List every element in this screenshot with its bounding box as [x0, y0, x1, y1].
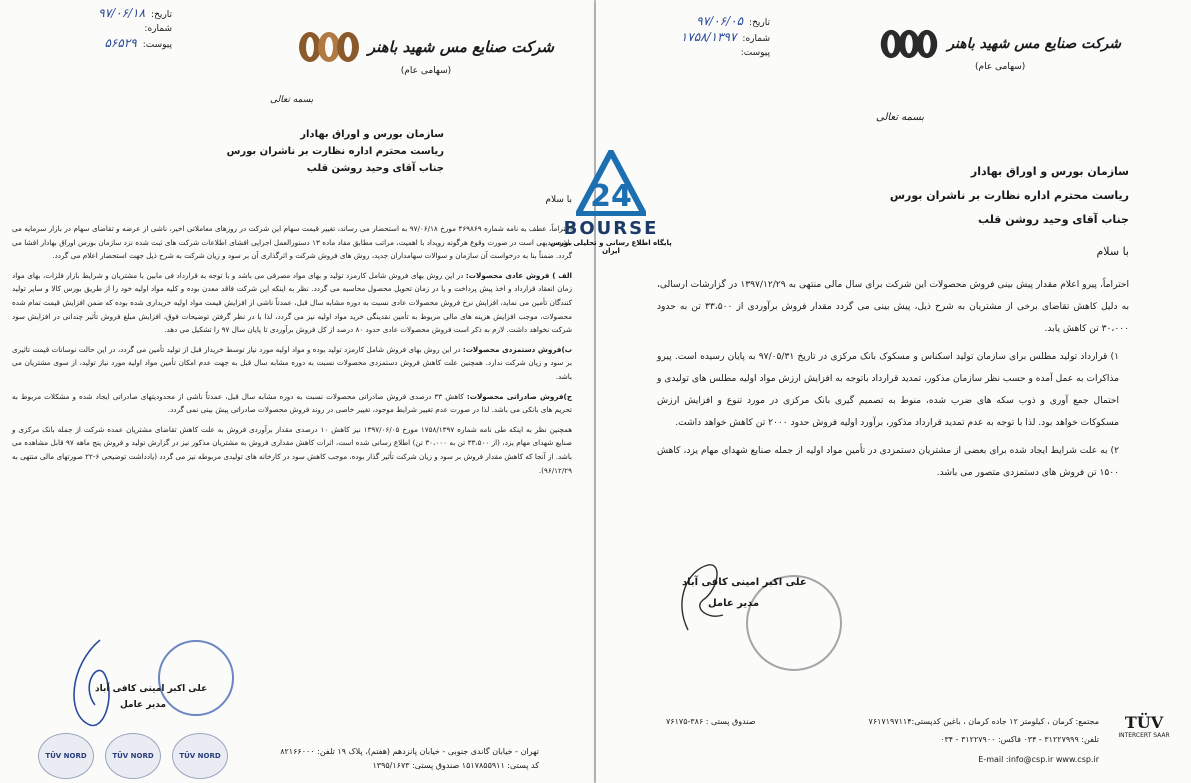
company-name: شرکت صنایع مس شهید باهنر [947, 36, 1121, 52]
letter-body [657, 274, 1129, 490]
basmala: بسمه تعالی [270, 95, 314, 105]
body-paragraph: ۱) قرارداد تولید مطلس برای سازمان تولید اسکناس و مسکوک بانک مرکزی در تاریخ ۹۷/۰۵/۳۱ به پایان رسیده است. پیرو مذاکرات به عمل آمده و حسب نظر سازمان مذکور، تمدید قرارداد باتوجه به افزایش ارزش مواد اولیه مطلس های تولیدی و احتمال جمع آوری و ذوب سکه های ضرب شده، منوط به تصمیم گیری بانک مرکزی در مورد تنوع و افزایش ارزش مسکوکات خواهد بود. لذا با توجه به عدم تمدید قرارداد مذکور، برآورد اولیه فروش حدود ۲۰۰۰ تن کاهش خواهد داشت. [657, 352, 1119, 428]
company-logo-icon [879, 28, 939, 60]
recipient-line: جناب آقای وحید روشن قلب [978, 213, 1129, 226]
body-paragraph: ب)فروش دستمزدی محصولات: در این روش بهای فروش شامل کارمزد تولید بوده و مواد اولیه مورد نیاز توسط خریدار قبل از تولید تأمین می گردد، در این حالت نوسانات قیمت تاثیری بر سود و زیان شرکت ندارد. همچنین علت کاهش فروش دستمزدی محصولات نسبت به دوره مشابه سال قبل به جهت عدم امکان تأمین مواد اولیه مورد نیاز تولید، از سوی مشتریان می باشد. [12, 344, 572, 381]
recipient-line: ریاست محترم اداره نظارت بر ناشران بورس [226, 146, 444, 157]
letter-footer [0, 725, 594, 783]
number-label: شماره: [144, 24, 172, 34]
section-heading: ب)فروش دستمزدی محصولات: [462, 344, 572, 354]
recipient-block [890, 160, 1129, 232]
letter-right [596, 0, 1191, 783]
tuv-nord-badge-icon: TÜV NORD [38, 733, 94, 779]
recipient-line: جناب آقای وحید روشن قلب [306, 163, 444, 174]
body-paragraph: ۲) به علت شرایط ایجاد شده برای بعضی از مشتریان دستمزدی در تأمین مواد اولیه از جمله صنایع شهدای مهام یزد، کاهش ۱۵۰۰ تن فروش های دستمزدی متصور می باشد. [657, 446, 1119, 478]
letterhead-logo [298, 30, 554, 76]
date-label: تاریخ: [151, 10, 172, 20]
watermark-label: BOURSE [563, 218, 659, 239]
signer-name: علی اکبر امینی کافی آباد [682, 577, 807, 588]
body-paragraph: احتراماً، پیرو اعلام مقدار پیش بینی فروش محصولات این شرکت برای سال مالی منتهی به ۱۳۹۷/۱۲/۲۹ در گزارشات ارسالی، به دلیل کاهش تقاضای برخی از مشتریان به شرح ذیل، پیش بینی می گردد مقدار فروش برآوردی از ۳۳،۵۰۰ تن به حدود ۳۰،۰۰۰ تن کاهش یابد. [657, 280, 1129, 334]
bourse24-logo-icon [576, 150, 646, 216]
footer-email: E-mail :info@csp.ir www.csp.ir [978, 755, 1099, 764]
letter-footer [596, 705, 1191, 783]
signer-name: علی اکبر امینی کافی آباد [95, 684, 208, 694]
footer-address: مجتمع: کرمان ، کیلومتر ۱۲ جاده کرمان ، باغین کدپستی:۷۶۱۷۱۹۷۱۱۴ [868, 717, 1099, 726]
company-name: شرکت صنایع مس شهید باهنر [367, 38, 554, 56]
signer-title: مدیر عامل [120, 700, 167, 710]
recipient-block [227, 126, 444, 177]
footer-phones: تلفن: ۳۱۲۲۷۹۹۹ - ۰۳۴ فاکس: ۳۱۲۲۷۹۰۰ - ۰۳۴ [940, 735, 1099, 744]
recipient-line: سازمان بورس و اوراق بهادار [300, 129, 444, 140]
letter-body [12, 222, 572, 483]
tuv-nord-badge-icon: TÜV NORD [105, 733, 161, 779]
svg-text:24: 24 [590, 179, 632, 214]
signer-title: مدیر عامل [708, 598, 760, 609]
letter-left [0, 0, 594, 783]
footer-pobox: صندوق پستی : ۳۸۶-۷۶۱۷۵ [666, 717, 756, 726]
watermark-subtitle: پایگاه اطلاع رسانی و تحلیلی بورس ایران [550, 239, 672, 255]
body-paragraph: احتراماً، عطف به نامه شماره ۴۶۹۸۶۹ مورخ ۹۷/۰۶/۱۸ به استحضار می رساند، تغییر قیمت سهام این شرکت در روزهای معاملاتی اخیر، ناشی از عرضه و تقاضای سهام در بازار سرمایه می باشد، بدیهی است در صورت وقوع هرگونه رویداد با اهمیت، مراتب مطابق مفاد ماده ۱۳ دستورالعمل اجرایی افشای اطلاعات شرکت های ثبت شده نزد سازمان بورس اوراق بهادار افشا می گردد. ضمناً بنا به درخواست آن سازمان و سوالات سهامداران جدید، روش های فروش شرکت و اثرگذاری آن بر سود و زیان شرکت به شرح ذیل جهت استحضار اعلام می گردد. [12, 224, 572, 261]
footer-postal: کد پستی: ۱۵۱۷۸۵۵۹۱۱ صندوق پستی: ۱۳۹۵/۱۶۷۳ [372, 761, 539, 770]
company-type: (سهامی عام) [975, 62, 1026, 72]
date-value: ۹۷/۰۶/۰۵ [696, 14, 744, 28]
letter-meta [32, 6, 172, 52]
attachment-label: پیوست: [740, 48, 770, 58]
recipient-line: ریاست محترم اداره نظارت بر ناشران بورس [889, 189, 1129, 202]
letter-meta [630, 14, 770, 60]
date-label: تاریخ: [749, 18, 770, 28]
company-seal-icon [158, 640, 234, 716]
body-paragraph: ج)فروش صادراتی محصولات: کاهش ۳۳ درصدی فروش صادراتی محصولات نسبت به دوره مشابه سال قبل، عمدتاً ناشی از محدودیتهای صادراتی ایجاد شده و مشکلات مربوط به تحریم های بانکی می باشد. لذا در صورت عدم تغییر شرایط موجود، تغییر خاصی در روند فروش محصولات صادراتی پیش بینی نمی گردد. [12, 391, 572, 415]
letterhead-logo [879, 28, 1121, 72]
footer-address: تهران - خیابان گاندی جنوبی - خیابان پانزدهم (هفتم)، پلاک ۱۹ تلفن: ۸۲۱۶۶۰۰۰ [280, 747, 539, 756]
body-paragraph: همچنین نظر به اینکه طی نامه شماره ۱۷۵۸/۱۳۹۷ مورخ ۱۳۹۷/۰۶/۰۵ نیز کاهش ۱۰ درصدی مقدار برآوردی فروش به علت کاهش تقاضای مشتریان عمده شرکت از جمله بانک مرکزی و صنایع شهدای مهام یزد، (از ۳۳،۵۰۰ تن به ۳۰،۰۰۰ تن) اطلاع رسانی شده است، اثرات کاهش مقداری فروش به مشتریان مذکور نیز در گزارش تولید و فروش پنج ماهه ۹۷ قابل مشاهده می باشد. از آنجا که کاهش مقدار فروش بر سود و زیان شرکت تأثیر گذار بوده، موجب کاهش سود در کارخانه های تولیدی مربوطه نیز می گردد (یادداشت توضیحی ۶-۲۲ صورتهای مالی منتهی به ۹۶/۱۲/۲۹). [12, 424, 573, 475]
company-seal-icon [746, 575, 842, 671]
attachment-label: پیوست: [142, 40, 172, 50]
copper-circles-icon [298, 30, 360, 64]
tuv-nord-badge-icon: TÜV NORD [172, 733, 228, 779]
salutation: با سلام [1096, 245, 1129, 258]
section-heading: الف ) فروش عادی محصولات: [465, 270, 572, 280]
salutation: با سلام [545, 195, 572, 205]
attachment-value: ۵۶۵۲۹ [104, 36, 137, 50]
basmala: بسمه تعالی [876, 112, 925, 123]
bourse24-watermark [548, 150, 674, 255]
body-paragraph: الف ) فروش عادی محصولات: در این روش بهای فروش شامل کارمزد تولید و بهای مواد مصرفی می باشد و با توجه به قرارداد فی مابین با مشتریان و شرایط بازار فلزات، بهای مواد زمان انعقاد قرارداد و اخذ پیش پرداخت و یا در زمان تحویل محصول محاسبه می گردد. نظر به اینکه این شرکت فاقد معدن بوده و کلیه مواد اولیه خود را از طریق بورس کالا و سایر تولید کنندگان تأمین می نماید، افزایش نرخ فروش محصولات عادی نسبت به دوره مشابه سال قبل، عمدتاً ناشی از افزایش قیمت مواد اولیه خریداری شده بوده که ضمن افزایش قیمت تمام شده محصولات، موجب افزایش هزینه های مالی مربوط به تأمین نقدینگی خرید مواد اولیه نیز می گردد، لذا با در نظر گرفتن توضیحات فوق، افزایش مبلغ فروش تأثیر چندانی در افزایش سود شرکت نخواهد داشت. لازم به ذکر است فروش محصولات عادی حدود ۸۰ درصد از کل فروش برآوردی تا پایان سال ۹۷ را تشکیل می دهد. [12, 270, 572, 335]
recipient-line: سازمان بورس و اوراق بهادار [970, 165, 1129, 178]
date-value: ۹۷/۰۶/۱۸ [98, 6, 146, 20]
company-type: (سهامی عام) [400, 66, 452, 76]
number-label: شماره: [742, 34, 770, 44]
number-value: ۱۷۵۸/۱۳۹۷ [680, 30, 737, 44]
company-logo-icon [298, 30, 554, 76]
tuv-intercert-badge-icon: TÜV INTERCERT SAAR [1118, 713, 1170, 739]
section-heading: ج)فروش صادراتی محصولات: [466, 391, 572, 401]
